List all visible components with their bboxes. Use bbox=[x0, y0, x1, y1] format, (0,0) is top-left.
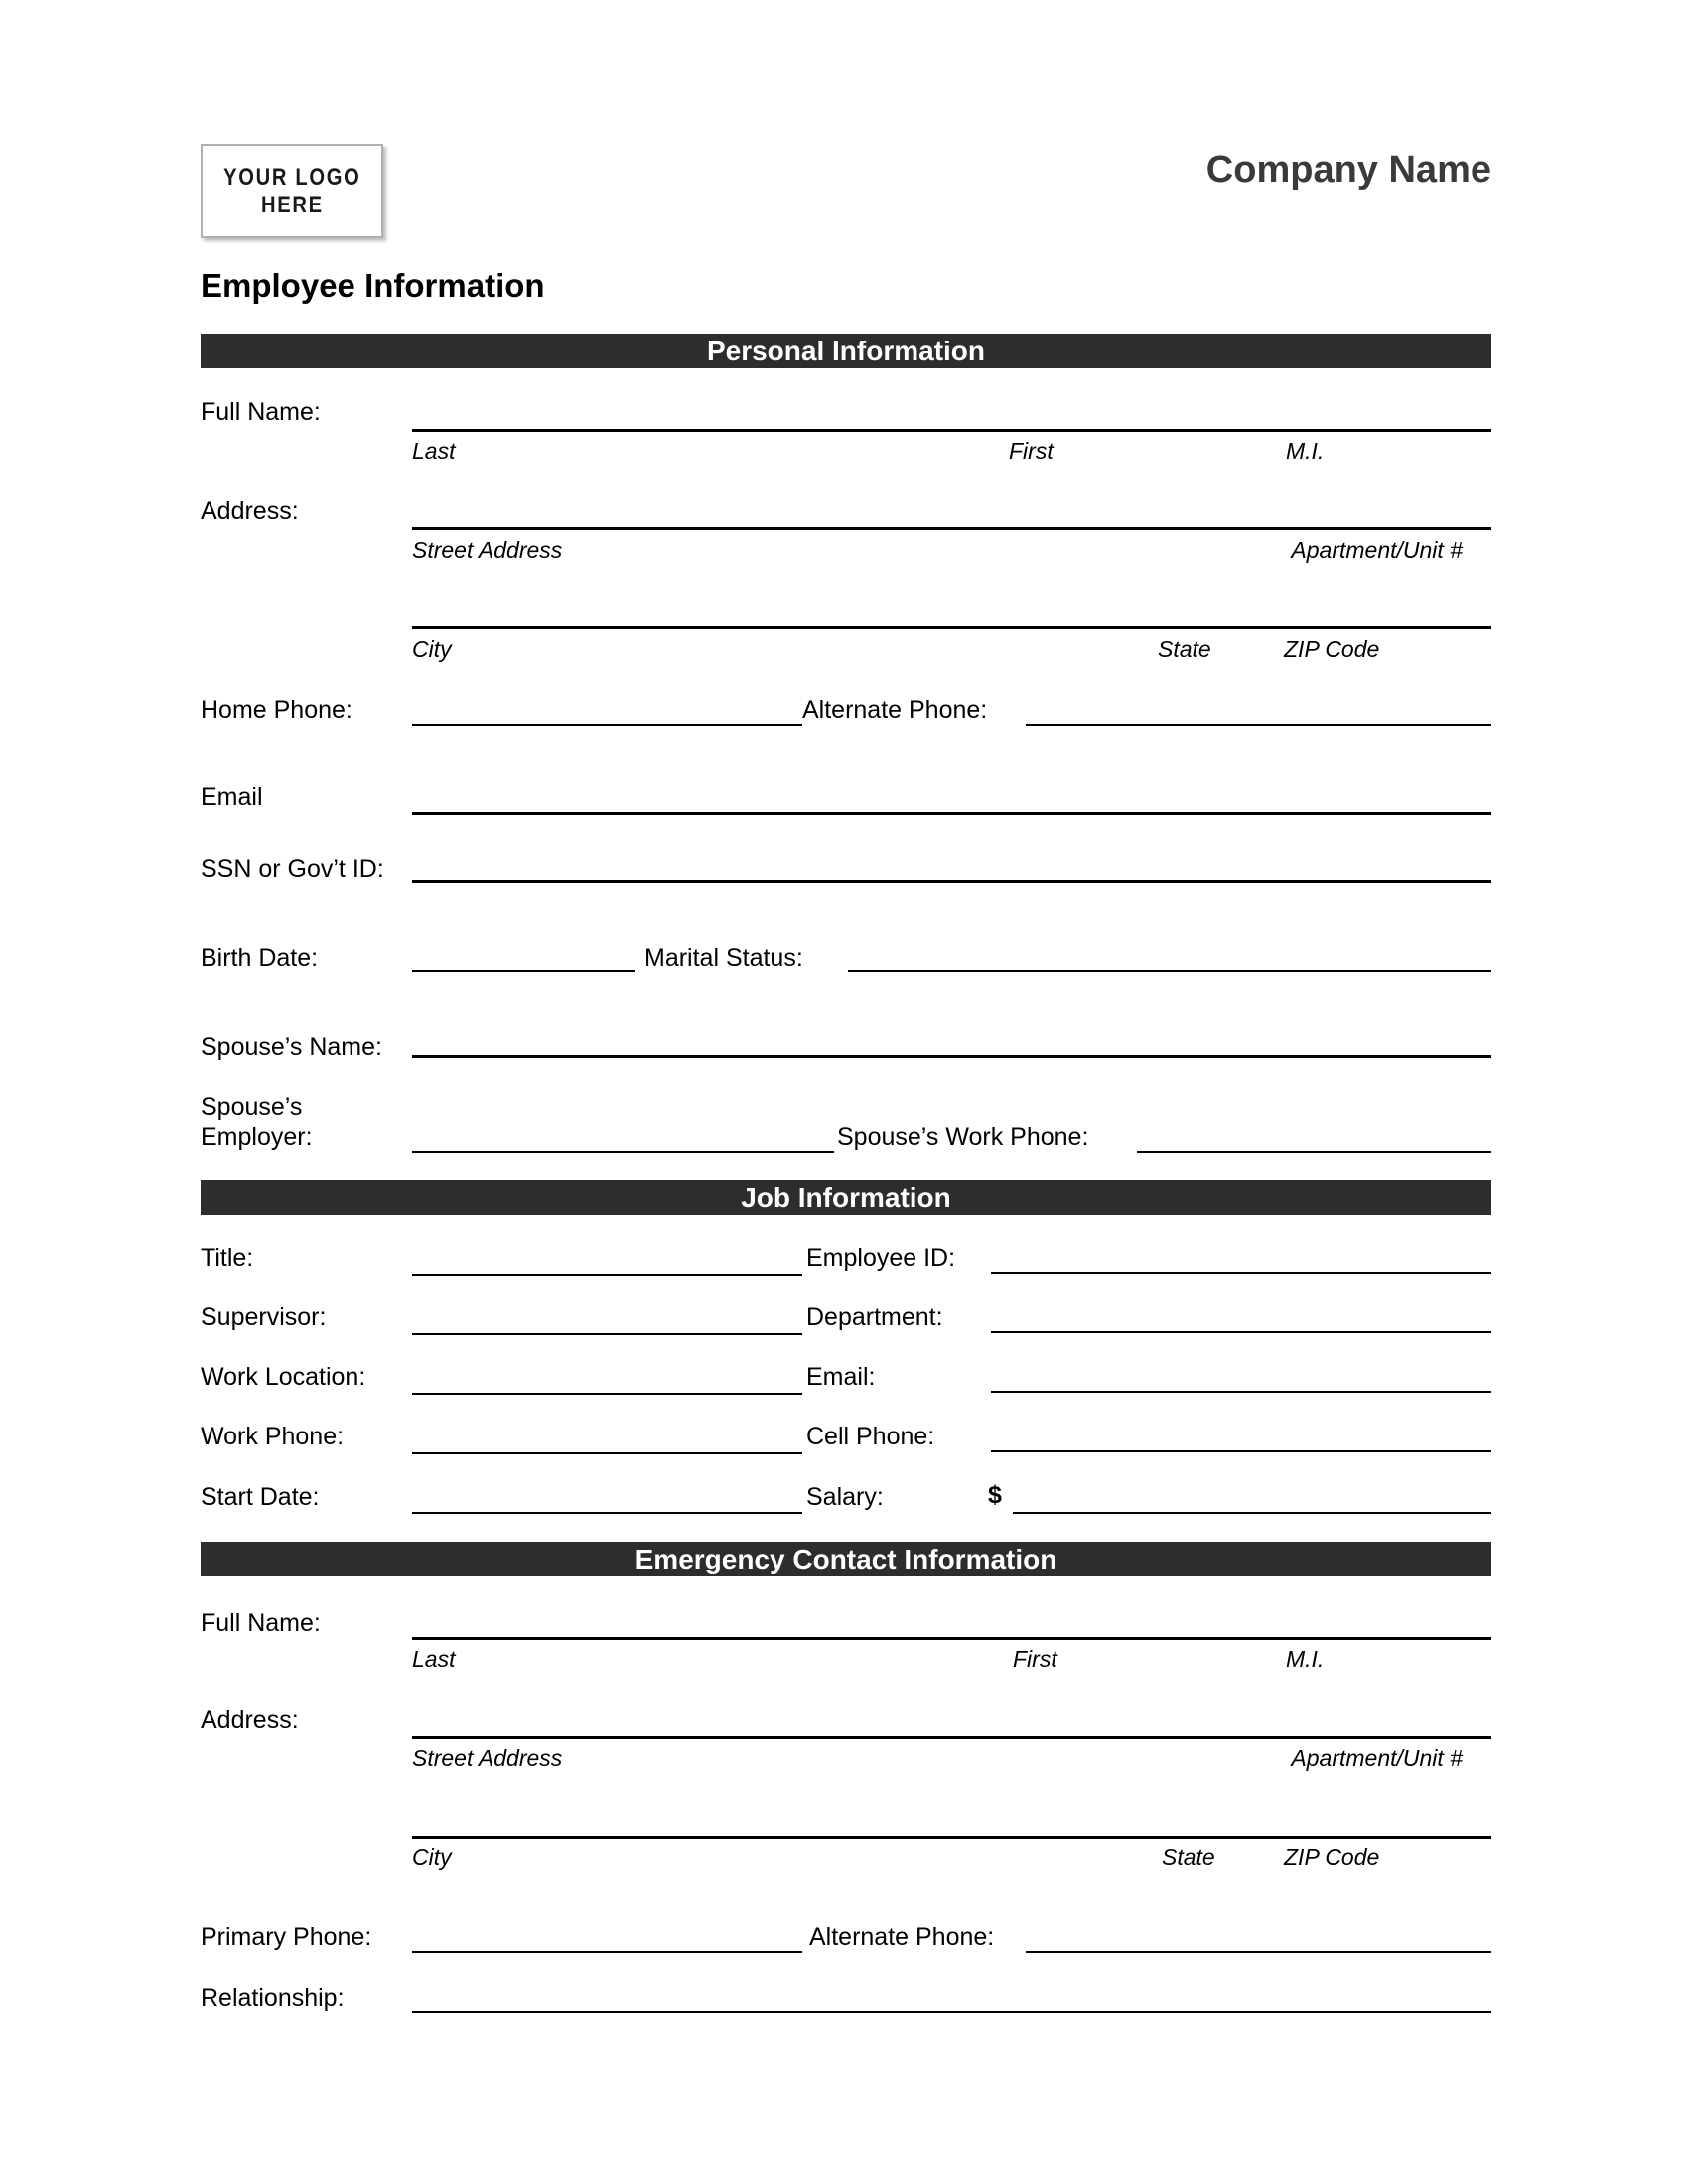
company-name: Company Name bbox=[1205, 149, 1491, 191]
job-email-label: Email: bbox=[806, 1363, 876, 1391]
emergency-alternate-phone-input[interactable] bbox=[1026, 1919, 1491, 1953]
job-work-phone-input[interactable] bbox=[412, 1421, 802, 1454]
personal-email-label: Email bbox=[201, 783, 263, 811]
emergency-street-address-input[interactable] bbox=[412, 1706, 1491, 1739]
job-work-location-input[interactable] bbox=[412, 1361, 802, 1395]
job-title-label: Title: bbox=[201, 1244, 254, 1272]
logo-text bbox=[223, 164, 360, 219]
job-title-input[interactable] bbox=[412, 1242, 802, 1276]
personal-city-state-zip-input[interactable] bbox=[412, 596, 1491, 629]
logo-text-line1: YOUR LOGO bbox=[222, 163, 361, 191]
emergency-city-state-zip-input[interactable] bbox=[412, 1805, 1491, 1839]
personal-first-hint: First bbox=[1009, 438, 1054, 464]
emergency-primary-phone-input[interactable] bbox=[412, 1919, 802, 1953]
job-salary-label: Salary: bbox=[806, 1483, 884, 1511]
job-employee-id-label: Employee ID: bbox=[806, 1244, 956, 1272]
job-start-date-input[interactable] bbox=[412, 1480, 802, 1514]
job-supervisor-input[interactable] bbox=[412, 1301, 802, 1335]
personal-spouse-work-phone-input[interactable] bbox=[1137, 1119, 1491, 1153]
emergency-full-name-label: Full Name: bbox=[201, 1609, 321, 1637]
personal-full-name-input[interactable] bbox=[412, 398, 1491, 432]
job-work-location-label: Work Location: bbox=[201, 1363, 366, 1391]
personal-spouse-work-phone-label: Spouse’s Work Phone: bbox=[837, 1123, 1089, 1151]
personal-email-input[interactable] bbox=[412, 781, 1491, 815]
personal-alternate-phone-label: Alternate Phone: bbox=[802, 696, 988, 724]
emergency-mi-hint: M.I. bbox=[1286, 1646, 1325, 1672]
personal-birth-date-label: Birth Date: bbox=[201, 944, 319, 972]
job-cell-phone-label: Cell Phone: bbox=[806, 1423, 935, 1450]
emergency-relationship-input[interactable] bbox=[412, 1979, 1491, 2013]
personal-mi-hint: M.I. bbox=[1286, 438, 1325, 464]
section-header-emergency-contact-information: Emergency Contact Information bbox=[201, 1542, 1491, 1576]
job-email-input[interactable] bbox=[991, 1359, 1491, 1393]
personal-zip-hint: ZIP Code bbox=[1284, 636, 1380, 662]
job-work-phone-label: Work Phone: bbox=[201, 1423, 345, 1450]
job-department-input[interactable] bbox=[991, 1299, 1491, 1333]
personal-alternate-phone-input[interactable] bbox=[1026, 692, 1491, 726]
emergency-state-hint: State bbox=[1162, 1844, 1215, 1870]
emergency-full-name-input[interactable] bbox=[412, 1606, 1491, 1640]
job-salary-currency-symbol: $ bbox=[988, 1481, 1002, 1509]
emergency-primary-phone-label: Primary Phone: bbox=[201, 1923, 372, 1951]
emergency-city-hint: City bbox=[412, 1844, 452, 1870]
logo-text-line2: HERE bbox=[260, 191, 324, 218]
emergency-alternate-phone-label: Alternate Phone: bbox=[809, 1923, 995, 1951]
job-cell-phone-input[interactable] bbox=[991, 1419, 1491, 1452]
job-salary-input[interactable] bbox=[1013, 1480, 1491, 1514]
form-title: Employee Information bbox=[201, 267, 545, 304]
personal-ssn-input[interactable] bbox=[412, 849, 1491, 883]
personal-home-phone-input[interactable] bbox=[412, 692, 802, 726]
personal-birth-date-input[interactable] bbox=[412, 938, 635, 972]
personal-spouse-employer-label-line1: Spouse’s bbox=[201, 1093, 303, 1121]
emergency-first-hint: First bbox=[1013, 1646, 1057, 1672]
section-header-job-information: Job Information bbox=[201, 1180, 1491, 1215]
personal-spouse-name-label: Spouse’s Name: bbox=[201, 1033, 382, 1061]
personal-marital-status-label: Marital Status: bbox=[644, 944, 803, 972]
personal-home-phone-label: Home Phone: bbox=[201, 696, 352, 724]
emergency-street-address-hint: Street Address bbox=[412, 1745, 563, 1771]
personal-spouse-employer-input[interactable] bbox=[412, 1119, 834, 1153]
personal-city-hint: City bbox=[412, 636, 452, 662]
job-employee-id-input[interactable] bbox=[991, 1240, 1491, 1274]
personal-spouse-employer-label-line2: Employer: bbox=[201, 1123, 313, 1151]
personal-last-hint: Last bbox=[412, 438, 456, 464]
personal-full-name-label: Full Name: bbox=[201, 398, 321, 426]
emergency-last-hint: Last bbox=[412, 1646, 456, 1672]
job-start-date-label: Start Date: bbox=[201, 1483, 320, 1511]
emergency-zip-hint: ZIP Code bbox=[1284, 1844, 1380, 1870]
company-logo-placeholder bbox=[201, 144, 383, 238]
personal-spouse-name-input[interactable] bbox=[412, 1024, 1491, 1058]
personal-street-address-input[interactable] bbox=[412, 496, 1491, 530]
personal-apartment-hint: Apartment/Unit # bbox=[1291, 537, 1463, 563]
personal-street-address-hint: Street Address bbox=[412, 537, 563, 563]
personal-address-label: Address: bbox=[201, 497, 299, 525]
emergency-apartment-hint: Apartment/Unit # bbox=[1291, 1745, 1463, 1771]
job-supervisor-label: Supervisor: bbox=[201, 1303, 327, 1331]
personal-ssn-label: SSN or Gov’t ID: bbox=[201, 855, 384, 883]
personal-state-hint: State bbox=[1158, 636, 1211, 662]
emergency-relationship-label: Relationship: bbox=[201, 1984, 345, 2012]
emergency-address-label: Address: bbox=[201, 1706, 299, 1734]
job-department-label: Department: bbox=[806, 1303, 943, 1331]
section-header-personal-information: Personal Information bbox=[201, 334, 1491, 368]
personal-marital-status-input[interactable] bbox=[848, 938, 1491, 972]
